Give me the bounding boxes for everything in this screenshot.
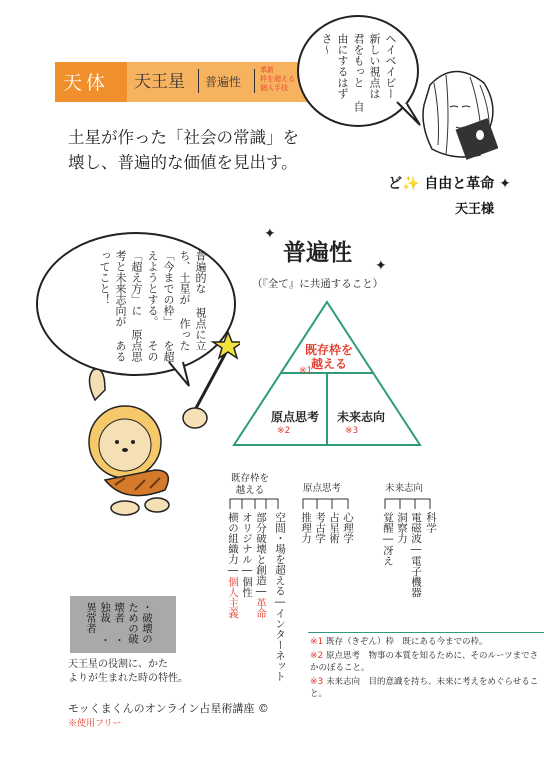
character-label: ど✨ 自由と革命 ✦ — [388, 176, 511, 192]
tree-item-text: 電磁波 — [410, 512, 422, 544]
footnote-1 — [310, 636, 540, 648]
triangle-right-label: 未来志向 — [337, 410, 386, 424]
bubble-line: 自由にするはず — [336, 33, 365, 112]
tree-item-text: インターネット — [274, 608, 286, 682]
tree-item-text: オリジナル — [241, 512, 253, 565]
footnote-text: 未来志向 目的意識を持ち、未来に考えをめぐらせること。 — [310, 677, 539, 699]
tree-item-text: 横の組織力 — [227, 512, 239, 565]
header-category-tab — [55, 62, 127, 102]
tree-item: オリジナル―個性 — [241, 512, 253, 598]
tree-item-text: 個人主義 — [227, 576, 239, 619]
tree-heading-1 — [226, 473, 274, 497]
tree-item-text: 革命 — [255, 597, 267, 619]
header-red-line: 革新 — [260, 66, 274, 74]
character-label-text: 自由と革命 — [424, 176, 495, 192]
bubble-line: あるってこと！ — [98, 250, 127, 362]
universality-triangle — [232, 300, 422, 450]
universality-title: 普遍性 — [283, 240, 352, 266]
tree-heading-line: 越える — [235, 485, 265, 496]
tree-item-text: 個性 — [241, 576, 253, 598]
grey-box-line: ・独裁 — [99, 602, 125, 646]
header-divider — [254, 69, 255, 93]
tree-item-text: 覚醒 — [382, 512, 394, 533]
tree-item: 電磁波―電子機器 — [410, 512, 422, 598]
footnote-3 — [310, 676, 540, 700]
bubble-line: ヘイベイビー — [384, 33, 397, 99]
tree-item: 占星術 — [328, 512, 340, 544]
grey-box-caption — [68, 658, 198, 686]
header-red-line: 枠を超える — [260, 75, 295, 83]
triangle-top-note: ※1 — [299, 366, 313, 376]
bubble-line: 作った「今までの枠」 — [162, 250, 191, 351]
tree-heading-3: 未来志向 — [385, 483, 424, 494]
tree-item: 洞察力 — [396, 512, 408, 544]
grey-box-line: ・異常者 — [85, 602, 111, 646]
bubble-line: 新しい視点は — [368, 33, 381, 99]
tree-item: 科学 — [425, 512, 437, 533]
tree-item: 心理学 — [342, 512, 354, 544]
caption-line: よりが生まれた時の特性。 — [68, 673, 188, 684]
header-keyword: 普遍性 — [205, 75, 242, 89]
footnote-text: 原点思考 物事の本質を知るために、そのルーツまでさかのぼること。 — [310, 651, 539, 673]
character-sub-label: 天王様 — [455, 202, 495, 217]
triangle-right-note: ※3 — [345, 426, 359, 436]
footnote-mark: ※1 — [310, 637, 324, 647]
grey-box-text — [84, 602, 154, 650]
tree-item-text: 電子機器 — [410, 555, 422, 598]
triangle-top-label: 既存枠を越える — [304, 343, 353, 371]
header-red-line: 個人手技 — [260, 84, 288, 92]
lead-text — [68, 125, 368, 175]
tree-item: 部分破壊と創造―革命 — [255, 512, 267, 619]
tree-item: 覚醒―冴え — [382, 512, 394, 566]
bubble-line: 君をもっと — [352, 33, 365, 88]
bubble-line: その「超え方」に — [130, 250, 159, 362]
caption-line: 天王星の役割に、かた — [68, 659, 168, 670]
bubble-line: 普遍的な — [194, 250, 207, 294]
footnote-text: 既存（きぞん）枠 既にある今までの枠。 — [325, 637, 488, 647]
universality-subtitle: （『全て』に共通すること） — [252, 278, 384, 290]
tree-heading-2: 原点思考 — [303, 483, 342, 494]
bear-mascot-illustration — [75, 330, 240, 520]
bubble-line: さ〜 — [320, 33, 333, 55]
footnote-divider — [308, 632, 544, 633]
bubble-line: を超えようとする。 — [146, 250, 175, 362]
tree-item: 考古学 — [314, 512, 326, 544]
tree-item-text: 空間・場を超える — [274, 512, 286, 596]
tree-heading-line: 既存枠を — [230, 473, 269, 484]
sparkle-icon: ✦ — [264, 226, 276, 242]
uranus-character-illustration — [410, 65, 498, 165]
tree-item-text: 部分破壊と創造 — [255, 512, 267, 586]
copyright-text: モッくまくんのオンライン占星術講座 © — [68, 702, 269, 715]
tree-item: 横の組織力―個人主義 — [227, 512, 239, 619]
header-category: 天体 — [63, 72, 110, 94]
tree-item-text: 冴え — [382, 545, 394, 566]
footnote-2 — [310, 650, 540, 674]
tree-item: 空間・場を超える―インターネット — [274, 512, 286, 682]
header-divider — [198, 69, 199, 93]
lead-line: 壊し、普遍的な価値を見出す。 — [68, 153, 298, 172]
footnote-mark: ※2 — [310, 651, 324, 661]
grey-box-line: ・破壊のための破壊者 — [113, 602, 153, 644]
lead-line: 土星が作った「社会の常識」を — [68, 128, 299, 147]
free-use-note: ※使用フリー — [68, 719, 122, 729]
triangle-left-note: ※2 — [277, 426, 291, 436]
sparkle-icon: ✦ — [375, 258, 387, 274]
tree-item: 推理力 — [300, 512, 312, 544]
header-planet: 天王星 — [134, 72, 185, 92]
bubble-line: 視点に立ち、土星が — [178, 250, 207, 351]
bubble-top-text — [318, 33, 398, 115]
footnote-mark: ※3 — [310, 677, 324, 687]
triangle-left-label: 原点思考 — [271, 410, 320, 424]
bubble-line: 原点思考と未来志向が — [114, 250, 143, 362]
